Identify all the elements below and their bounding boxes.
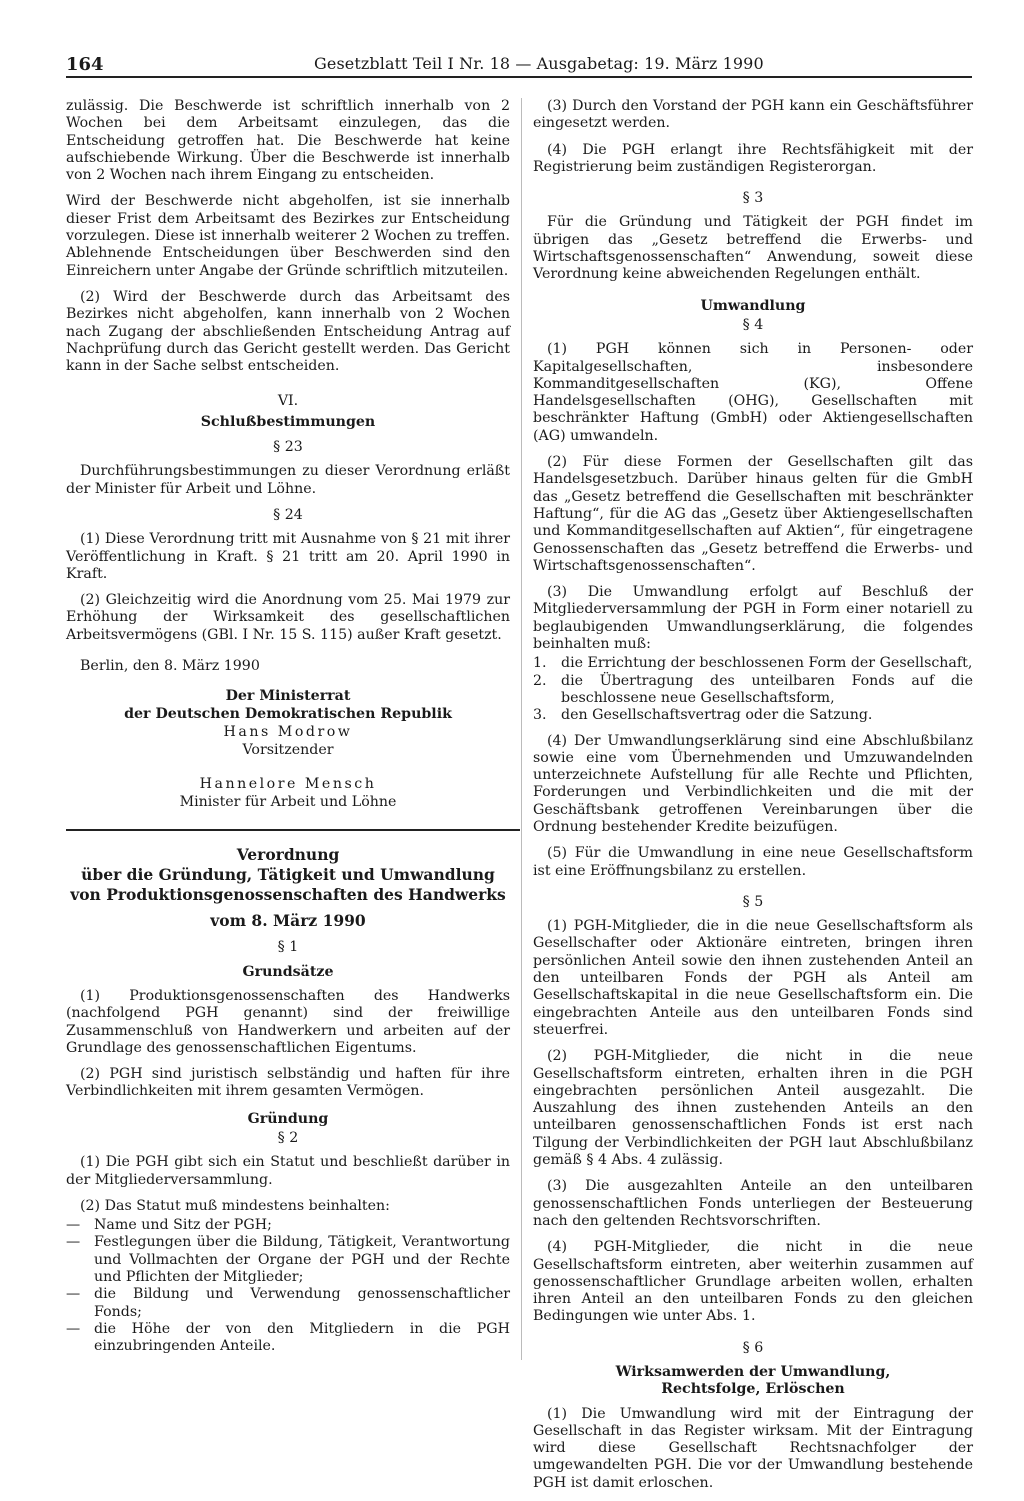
section-4: § 4 <box>742 316 764 333</box>
paragraph: (1) Die Umwandlung wird mit der Eintragung der Gesellschaft in das Register wirksam. Mit der Eintragung wird diese Gesellschaft Rechtsnachfolger der umgewandelten PGH. Die vor der Umwandlung bestehende PGH ist damit erloschen. <box>533 1405 973 1491</box>
paragraph: (2) PGH sind juristisch selbständig und haften für ihre Verbindlichkeiten mit ihrem gesamten Vermögen. <box>66 1066 510 1100</box>
list-item <box>66 1286 510 1321</box>
list-item-text: die Errichtung der beschlossenen Form der Gesellschaft, <box>561 655 973 672</box>
list-item <box>66 1234 510 1286</box>
signatory-org: Der Ministerrat <box>225 688 351 705</box>
dash-marker: — <box>66 1234 81 1251</box>
paragraph: (1) Die PGH gibt sich ein Statut und beschließt darüber in der Mitgliederversammlung. <box>66 1154 510 1188</box>
section-3: § 3 <box>742 190 764 207</box>
paragraph: zulässig. Die Beschwerde ist schriftlich innerhalb von 2 Wochen bei dem Arbeitsamt einzulegen, das die Entscheidung getroffen hat. Die Beschwerde hat keine aufschiebende Wirkung. Über die Beschwerde ist innerhalb von 2 Wochen nach ihrem Eingang zu entscheiden. <box>66 98 510 184</box>
section-6: § 6 <box>742 1339 764 1356</box>
paragraph: (4) Der Umwandlungserklärung sind eine Abschlußbilanz sowie eine vom Übernehmenden und Umzuwandelnden unterzeichnete Aufstellung für alle Rechte und Pflichten, Forderungen und Verbindlichkeiten und die mit der Geschäftsbank getroffenen Vereinbarungen über die Ordnung bestehender Kredite beizufügen. <box>533 732 973 835</box>
dash-marker: — <box>66 1217 81 1234</box>
paragraph: Wird der Beschwerde nicht abgeholfen, ist sie innerhalb dieser Frist dem Arbeitsamt des Bezirkes zur Entscheidung vorzulegen. Diese ist innerhalb weiterer 2 Wochen zu treffen. Ablehnende Entscheidungen über Beschwerden sind den Einreichern unter Angabe der Gründe schriftlich mitzuteilen. <box>66 193 510 279</box>
ordinance-date: vom 8. März 1990 <box>210 911 366 931</box>
statute-requirements-list <box>66 1217 510 1355</box>
chapter-heading: Schlußbestimmungen <box>200 413 376 430</box>
paragraph: (1) PGH können sich in Personen- oder Kapitalgesellschaften, insbesondere Kommanditgesellschaften (KG), Offene Handelsgesellschaften (OHG), Gesellschaften mit beschränkter Haftung (GmbH) oder Aktiengesellschaften (AG) umwandeln. <box>533 341 973 444</box>
section-5: § 5 <box>742 893 764 910</box>
paragraph: (1) PGH-Mitglieder, die in die neue Gesellschaftsform als Gesellschafter oder Aktionäre eintreten, bringen ihren persönlichen Anteil sowie den ihnen zustehenden Anteil an den unteilbaren Fonds der PGH als Anteil am Gesellschaftskapital in die neue Gesellschaftsform ein. Die eingebrachten Anteile aus den unteilbaren Fonds sind steuerfrei. <box>533 918 973 1038</box>
paragraph: (1) Diese Verordnung tritt mit Ausnahme von § 21 mit ihrer Veröffentlichung in Kraft. § 21 tritt am 20. April 1990 in Kraft. <box>66 531 510 582</box>
section-rule <box>66 829 520 831</box>
conversion-requirements-list <box>533 655 973 724</box>
place-date: Berlin, den 8. März 1990 <box>80 658 260 675</box>
paragraph: (2) Für diese Formen der Gesellschaften gilt das Handelsgesetzbuch. Darüber hinaus gelten für die GmbH das „Gesetz betreffend die Gesellschaften mit beschränkter Haftung“, für die AG das „Gesetz über Aktiengesellschaften und Kommanditgesellschaften auf Aktien“, für eingetragene Genossenschaften das „Gesetz betreffend die Erwerbs- und Wirtschaftsgenossenschaften“. <box>533 454 973 574</box>
list-item <box>533 707 973 724</box>
list-item-text: die Übertragung des unteilbaren Fonds auf die beschlossene neue Gesellschaftsform, <box>561 672 973 706</box>
paragraph: (3) Durch den Vorstand der PGH kann ein Geschäftsführer eingesetzt werden. <box>533 98 973 132</box>
section-heading: Rechtsfolge, Erlöschen <box>661 1381 845 1398</box>
paragraph: (2) PGH-Mitglieder, die nicht in die neue Gesellschaftsform eintreten, erhalten ihren in die PGH eingebrachten persönlichen Anteil ausgezahlt. Die Auszahlung des ihnen zustehenden Anteils an den unteilbaren genossenschaftlichen Fonds ist erst nach Tilgung der Verbindlichkeiten der PGH laut Abschlußbilanz gemäß § 4 Abs. 4 zulässig. <box>533 1048 973 1169</box>
list-item-text: den Gesellschaftsvertrag oder die Satzung. <box>561 707 873 724</box>
paragraph: Für die Gründung und Tätigkeit der PGH findet im übrigen das „Gesetz betreffend die Erwerbs- und Wirtschaftsgenossenschaften“ Anwendung, soweit diese Verordnung keine abweichenden Regelungen enthält. <box>533 214 973 283</box>
section-24: § 24 <box>273 506 303 523</box>
list-item-text: die Höhe der von den Mitgliedern in die PGH einzubringenden Anteile. <box>94 1320 510 1355</box>
paragraph: (3) Die ausgezahlten Anteile an den unteilbaren genossenschaftlichen Fonds unterliegen der Besteuerung nach den geltenden Rechtsvorschriften. <box>533 1178 973 1229</box>
signatory-role: Minister für Arbeit und Löhne <box>179 794 397 811</box>
running-title: Gesetzblatt Teil I Nr. 18 — Ausgabetag: 19. März 1990 <box>314 54 764 73</box>
list-item <box>66 1321 510 1356</box>
section-heading: Umwandlung <box>700 297 806 314</box>
list-number: 1. <box>533 655 547 672</box>
paragraph: (4) PGH-Mitglieder, die nicht in die neue Gesellschaftsform eintreten, aber weiterhin zusammen auf genossenschaftlicher Grundlage arbeiten wollen, erhalten ihren Anteil an den unteilbaren Fonds zu den gleichen Bedingungen wie unter Abs. 1. <box>533 1239 973 1325</box>
section-23: § 23 <box>273 439 303 456</box>
section-heading: Gründung <box>247 1110 329 1127</box>
section-1: § 1 <box>277 939 299 956</box>
paragraph: (4) Die PGH erlangt ihre Rechtsfähigkeit mit der Registrierung beim zuständigen Registerorgan. <box>533 141 973 175</box>
column-divider <box>521 98 522 1360</box>
list-item <box>66 1217 510 1234</box>
page-header <box>66 52 972 78</box>
dash-marker: — <box>66 1320 81 1337</box>
list-item <box>533 673 973 708</box>
list-item <box>533 655 973 672</box>
paragraph: (3) Die Umwandlung erfolgt auf Beschluß der Mitgliederversammlung der PGH in Form einer notariell zu beglaubigenden Umwandlungserklärung, die folgendes beinhalten muß: <box>533 584 973 653</box>
paragraph: (1) Produktionsgenossenschaften des Handwerks (nachfolgend PGH genannt) sind der freiwillige Zusammenschluß von Handwerkern und arbeiten auf der Grundlage des genossenschaftlichen Eigentums. <box>66 987 510 1056</box>
list-number: 3. <box>533 707 547 724</box>
dash-marker: — <box>66 1286 81 1303</box>
list-number: 2. <box>533 672 547 689</box>
right-column <box>533 98 973 1501</box>
list-item-text: Festlegungen über die Bildung, Tätigkeit, Verantwortung und Vollmachten der Organe der PGH und der Rechte und Pflichten der Mitglieder; <box>94 1234 510 1286</box>
ordinance-title-line: über die Gründung, Tätigkeit und Umwandlung <box>81 865 495 885</box>
paragraph: (2) Wird der Beschwerde durch das Arbeitsamt des Bezirkes nicht abgeholfen, kann innerhalb von 2 Wochen nach Zugang der abschließenden Entscheidung Antrag auf Nachprüfung durch das Gericht gestellt werden. Das Gericht kann in der Sache selbst entscheiden. <box>66 288 510 375</box>
signatory-name: Hannelore Mensch <box>199 776 377 793</box>
paragraph: (2) Gleichzeitig wird die Anordnung vom 25. Mai 1979 zur Erhöhung der Wirksamkeit des gesellschaftlichen Arbeitsvermögens (GBl. I Nr. 15 S. 115) außer Kraft gesetzt. <box>66 592 510 643</box>
list-item-text: die Bildung und Verwendung genossenschaftlicher Fonds; <box>94 1286 510 1320</box>
section-2: § 2 <box>277 1129 299 1146</box>
section-heading: Wirksamwerden der Umwandlung, <box>615 1364 891 1380</box>
ordinance-title-line: von Produktionsgenossenschaften des Handwerks <box>70 885 506 905</box>
section-heading: Grundsätze <box>242 963 334 980</box>
signatory-role: Vorsitzender <box>242 742 334 759</box>
paragraph: Durchführungsbestimmungen zu dieser Verordnung erläßt der Minister für Arbeit und Löhne. <box>66 463 510 497</box>
paragraph: (2) Das Statut muß mindestens beinhalten: <box>80 1197 390 1214</box>
ordinance-title-line: Verordnung <box>236 845 340 865</box>
list-item-text: Name und Sitz der PGH; <box>94 1217 272 1234</box>
signature-block <box>66 687 510 811</box>
ordinance-title <box>66 845 510 931</box>
signatory-name: Hans Modrow <box>223 724 353 741</box>
left-column <box>66 98 510 1364</box>
signatory-org: der Deutschen Demokratischen Republik <box>124 706 452 723</box>
chapter-number: VI. <box>277 393 299 410</box>
paragraph: (5) Für die Umwandlung in eine neue Gesellschaftsform ist eine Eröffnungsbilanz zu erstellen. <box>533 845 973 879</box>
page-number: 164 <box>66 54 104 75</box>
